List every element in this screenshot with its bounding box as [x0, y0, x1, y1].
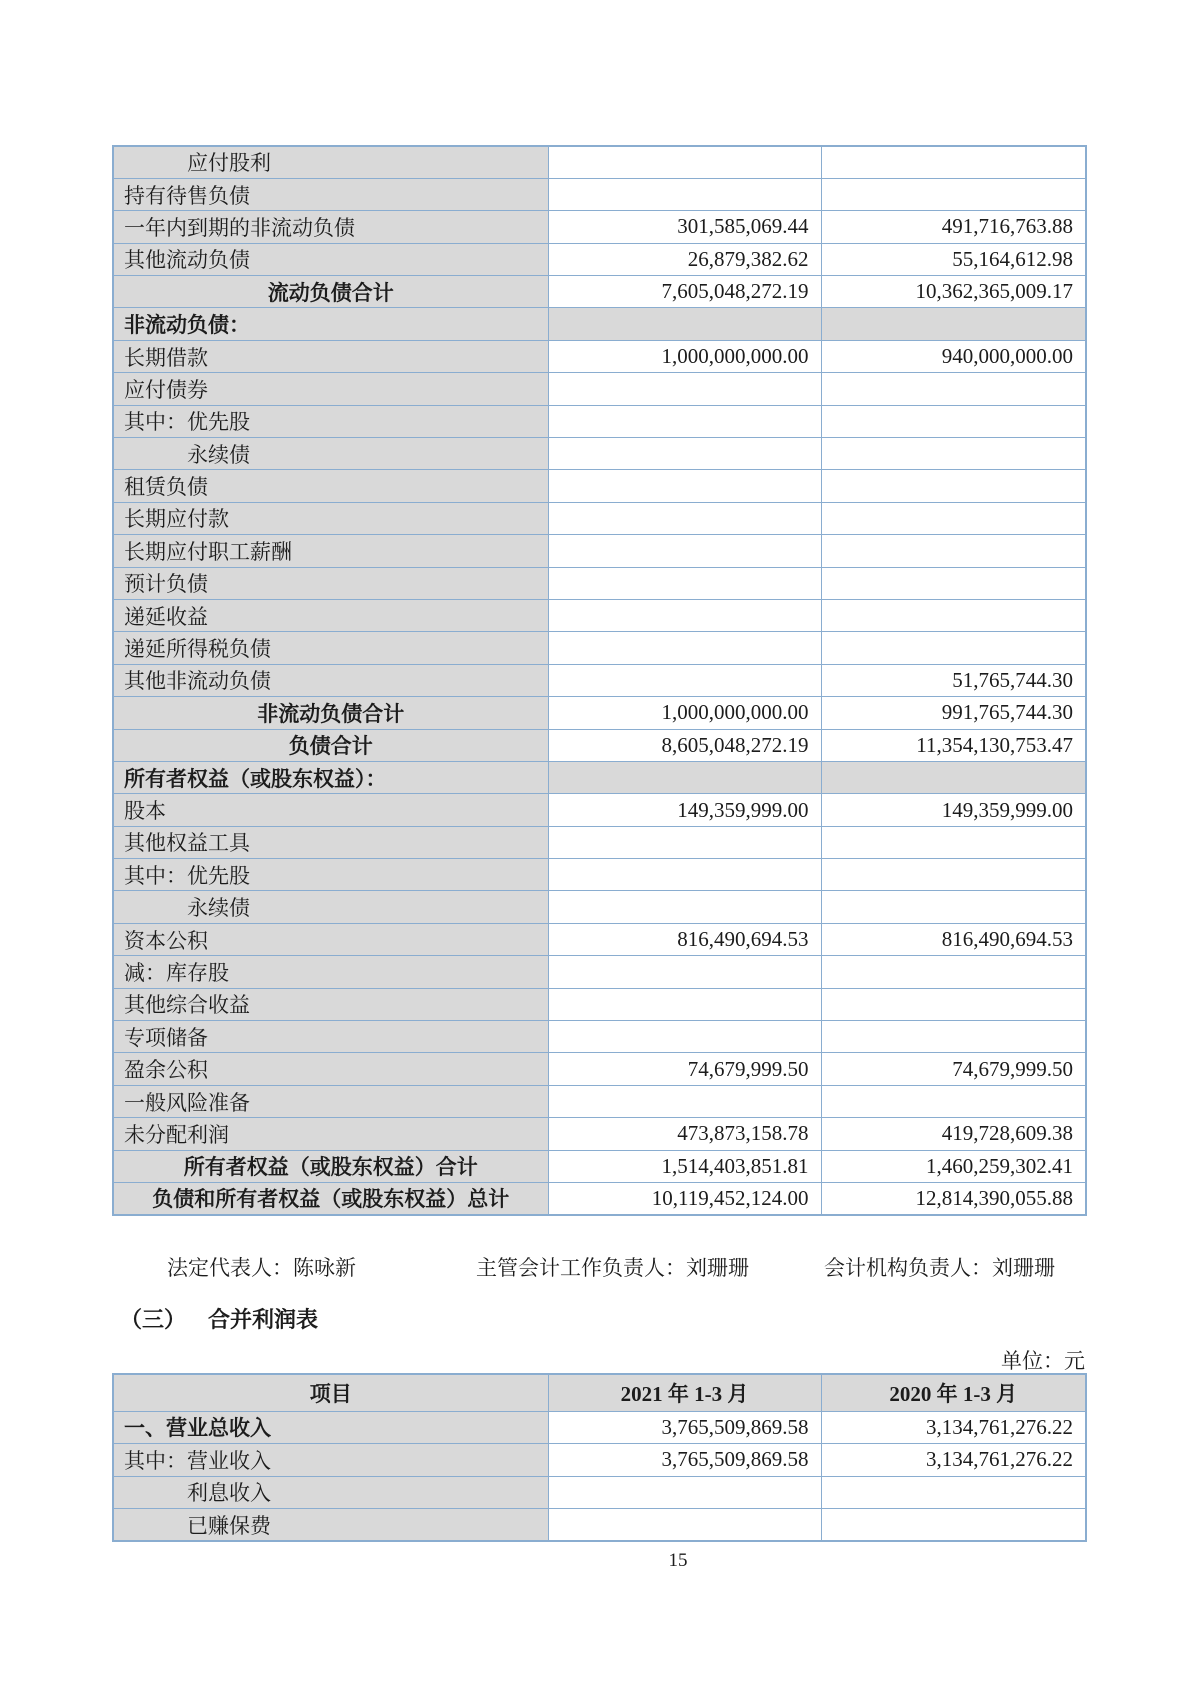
row-label: 股本: [113, 794, 548, 826]
table-row: [113, 276, 1086, 308]
row-label: 永续债: [113, 891, 548, 923]
row-label: 盈余公积: [113, 1053, 548, 1085]
row-label: 负债和所有者权益（或股东权益）总计: [113, 1183, 548, 1215]
row-value-col1: 301,585,069.44: [548, 211, 821, 243]
chief-accounting-officer-label: 主管会计工作负责人：刘珊珊: [476, 1256, 749, 1280]
signature-line: [0, 1252, 1200, 1280]
row-label: 永续债: [113, 438, 548, 470]
table-row: [113, 632, 1086, 664]
row-label: 其中：优先股: [113, 405, 548, 437]
row-label: 所有者权益（或股东权益）：: [113, 761, 548, 793]
row-value-col1: [548, 146, 821, 178]
row-value-col2: 1,460,259,302.41: [821, 1150, 1086, 1182]
row-value-col2: 3,134,761,276.22: [821, 1411, 1086, 1444]
table-row: [113, 859, 1086, 891]
row-label: 其他综合收益: [113, 988, 548, 1020]
row-value-col1: 26,879,382.62: [548, 243, 821, 275]
page-number: 15: [668, 1550, 688, 1571]
row-value-col2: 419,728,609.38: [821, 1118, 1086, 1150]
table-row: [113, 1411, 1086, 1444]
legal-representative-label: 法定代表人：陈咏新: [167, 1256, 356, 1280]
row-label: 持有待售负债: [113, 178, 548, 210]
table-row: [113, 923, 1086, 955]
row-label: 流动负债合计: [113, 276, 548, 308]
row-value-col2: [821, 373, 1086, 405]
row-label: 所有者权益（或股东权益）合计: [113, 1150, 548, 1182]
row-value-col2: 991,765,744.30: [821, 697, 1086, 729]
row-label: 长期应付款: [113, 502, 548, 534]
row-label: 其中：优先股: [113, 859, 548, 891]
row-value-col1: [548, 956, 821, 988]
row-value-col1: [548, 826, 821, 858]
table-row: [113, 502, 1086, 534]
row-value-col2: 55,164,612.98: [821, 243, 1086, 275]
row-value-col2: 10,362,365,009.17: [821, 276, 1086, 308]
row-value-col2: [821, 891, 1086, 923]
table-row: [113, 794, 1086, 826]
row-value-col1: 1,000,000,000.00: [548, 697, 821, 729]
row-value-col2: [821, 826, 1086, 858]
row-value-col2: [821, 599, 1086, 631]
row-value-col1: [548, 502, 821, 534]
row-value-col2: [821, 535, 1086, 567]
table-row: [113, 1183, 1086, 1215]
row-label: 长期应付职工薪酬: [113, 535, 548, 567]
row-label: 已赚保费: [113, 1509, 548, 1542]
row-value-col1: [548, 891, 821, 923]
row-label: 非流动负债：: [113, 308, 548, 340]
row-value-col2: 940,000,000.00: [821, 340, 1086, 372]
table-row: [113, 243, 1086, 275]
balance-sheet-table: [112, 145, 1087, 1216]
table-row: [113, 599, 1086, 631]
column-header: 2020 年 1-3 月: [821, 1374, 1086, 1411]
row-label: 其他流动负债: [113, 243, 548, 275]
row-value-col1: [548, 535, 821, 567]
row-value-col1: 8,605,048,272.19: [548, 729, 821, 761]
table-row: [113, 535, 1086, 567]
table-row: [113, 664, 1086, 696]
row-value-col1: [548, 988, 821, 1020]
table-row: [113, 211, 1086, 243]
table-row: [113, 697, 1086, 729]
row-value-col1: 149,359,999.00: [548, 794, 821, 826]
row-value-col1: 74,679,999.50: [548, 1053, 821, 1085]
table-row: [113, 1085, 1086, 1117]
row-value-col1: [548, 373, 821, 405]
row-value-col2: [821, 632, 1086, 664]
header-row: [113, 1374, 1086, 1411]
row-value-col2: [821, 567, 1086, 599]
row-label: 专项储备: [113, 1021, 548, 1053]
row-label: 应付债券: [113, 373, 548, 405]
table-row: [113, 1021, 1086, 1053]
row-value-col2: [821, 1509, 1086, 1542]
row-value-col1: 3,765,509,869.58: [548, 1411, 821, 1444]
row-value-col1: 816,490,694.53: [548, 923, 821, 955]
row-label: 一般风险准备: [113, 1085, 548, 1117]
table-row: [113, 729, 1086, 761]
row-value-col2: [821, 956, 1086, 988]
row-label: 负债合计: [113, 729, 548, 761]
row-value-col1: 10,119,452,124.00: [548, 1183, 821, 1215]
table-row: [113, 1150, 1086, 1182]
row-value-col1: [548, 405, 821, 437]
table-row: [113, 956, 1086, 988]
row-value-col1: [548, 1021, 821, 1053]
row-value-col2: [821, 308, 1086, 340]
row-value-col2: [821, 178, 1086, 210]
row-value-col1: [548, 1509, 821, 1542]
row-label: 其中：营业收入: [113, 1444, 548, 1477]
table-row: [113, 988, 1086, 1020]
row-label: 其他权益工具: [113, 826, 548, 858]
table-row: [113, 405, 1086, 437]
row-value-col2: 74,679,999.50: [821, 1053, 1086, 1085]
row-label: 非流动负债合计: [113, 697, 548, 729]
row-label: 利息收入: [113, 1476, 548, 1509]
row-value-col2: [821, 470, 1086, 502]
income-statement-table: [112, 1373, 1087, 1542]
row-value-col2: 816,490,694.53: [821, 923, 1086, 955]
row-value-col1: [548, 761, 821, 793]
row-value-col1: [548, 664, 821, 696]
row-value-col2: [821, 761, 1086, 793]
row-label: 长期借款: [113, 340, 548, 372]
row-value-col1: 1,000,000,000.00: [548, 340, 821, 372]
row-value-col2: 11,354,130,753.47: [821, 729, 1086, 761]
table-row: [113, 1509, 1086, 1542]
row-label: 递延收益: [113, 599, 548, 631]
row-label: 递延所得税负债: [113, 632, 548, 664]
table-row: [113, 340, 1086, 372]
row-value-col1: [548, 1476, 821, 1509]
row-value-col2: 51,765,744.30: [821, 664, 1086, 696]
section-heading-title: 合并利润表: [208, 1307, 319, 1332]
row-label: 未分配利润: [113, 1118, 548, 1150]
row-label: 资本公积: [113, 923, 548, 955]
row-value-col2: [821, 1085, 1086, 1117]
table-row: [113, 438, 1086, 470]
section-heading: [120, 1303, 318, 1334]
row-value-col2: 491,716,763.88: [821, 211, 1086, 243]
table-row: [113, 1476, 1086, 1509]
row-value-col2: 12,814,390,055.88: [821, 1183, 1086, 1215]
accounting-department-head-label: 会计机构负责人：刘珊珊: [824, 1256, 1055, 1280]
row-label: 一、营业总收入: [113, 1411, 548, 1444]
column-header: 项目: [113, 1374, 548, 1411]
row-value-col2: [821, 1476, 1086, 1509]
row-value-col2: 3,134,761,276.22: [821, 1444, 1086, 1477]
row-value-col1: [548, 438, 821, 470]
row-value-col2: 149,359,999.00: [821, 794, 1086, 826]
row-value-col1: [548, 632, 821, 664]
row-label: 其他非流动负债: [113, 664, 548, 696]
row-value-col2: [821, 438, 1086, 470]
row-label: 租赁负债: [113, 470, 548, 502]
row-value-col2: [821, 1021, 1086, 1053]
table-row: [113, 567, 1086, 599]
table-row: [113, 1053, 1086, 1085]
row-value-col2: [821, 405, 1086, 437]
unit-label: 单位：元: [1001, 1349, 1085, 1373]
table-row: [113, 761, 1086, 793]
row-label: 应付股利: [113, 146, 548, 178]
row-label: 一年内到期的非流动负债: [113, 211, 548, 243]
row-value-col1: [548, 1085, 821, 1117]
row-value-col1: [548, 859, 821, 891]
row-label: 预计负债: [113, 567, 548, 599]
row-value-col1: [548, 470, 821, 502]
row-label: 减：库存股: [113, 956, 548, 988]
row-value-col1: [548, 599, 821, 631]
section-heading-index: （三）: [120, 1307, 187, 1332]
table-row: [113, 308, 1086, 340]
table-row: [113, 1118, 1086, 1150]
table-row: [113, 178, 1086, 210]
table-row: [113, 146, 1086, 178]
row-value-col1: [548, 567, 821, 599]
table-row: [113, 470, 1086, 502]
row-value-col1: [548, 178, 821, 210]
table-row: [113, 891, 1086, 923]
row-value-col2: [821, 859, 1086, 891]
column-header: 2021 年 1-3 月: [548, 1374, 821, 1411]
row-value-col1: 473,873,158.78: [548, 1118, 821, 1150]
row-value-col1: 1,514,403,851.81: [548, 1150, 821, 1182]
row-value-col1: 7,605,048,272.19: [548, 276, 821, 308]
row-value-col2: [821, 988, 1086, 1020]
table-row: [113, 826, 1086, 858]
row-value-col2: [821, 146, 1086, 178]
row-value-col2: [821, 502, 1086, 534]
row-value-col1: 3,765,509,869.58: [548, 1444, 821, 1477]
table-row: [113, 373, 1086, 405]
row-value-col1: [548, 308, 821, 340]
table-row: [113, 1444, 1086, 1477]
